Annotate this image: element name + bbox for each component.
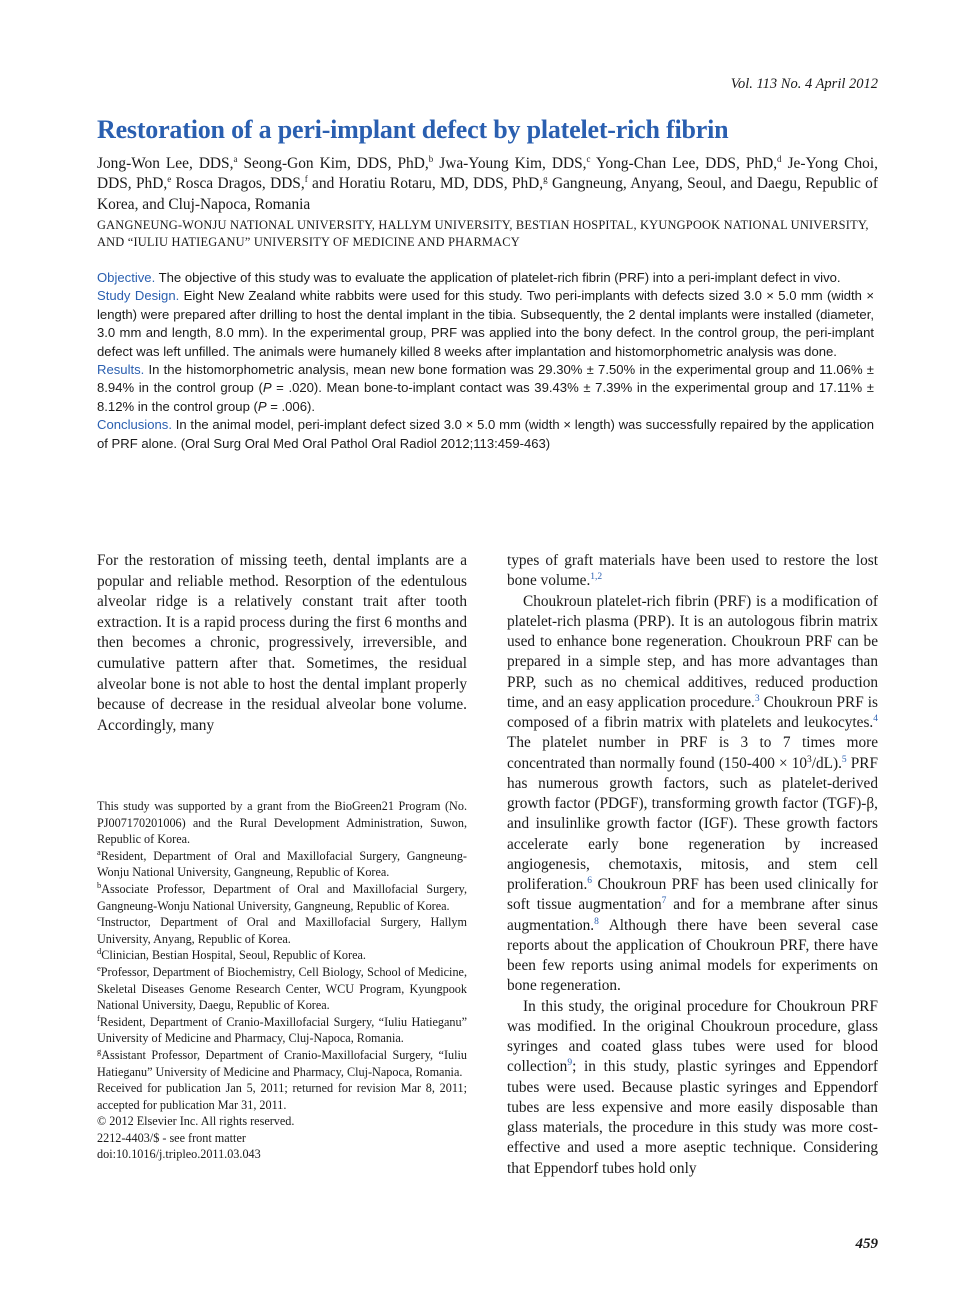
footnote-mark: f [97, 1012, 100, 1023]
body-right-column [507, 551, 878, 1179]
body-text: Choukroun PRF is composed of a fibrin matrix with platelets and leukocytes. [507, 693, 878, 731]
citation-link[interactable]: 9 [567, 1058, 573, 1069]
abstract-heading: Study Design. [97, 288, 180, 304]
body-left-column [97, 551, 467, 736]
publication-history: Received for publication Jan 5, 2011; returned for revision Mar 8, 2011; accepted for publication Mar 31, 2011. [97, 1081, 467, 1112]
citation-link[interactable]: 6 [587, 876, 593, 886]
author-name: Je-Yong Choi, DDS, PhD, [97, 155, 878, 193]
author-affiliation-mark: d [777, 154, 782, 164]
body-text: types of graft materials have been used to restore the lost bone volume. [507, 552, 878, 590]
issn: 2212-4403/$ - see front matter [97, 1130, 246, 1145]
abstract-text: In the animal model, peri-implant defect sized 3.0 × 5.0 mm (width × length) was successfully repaired by the application of PRF alone. (Oral Surg Oral Med Oral Pathol Oral Radiol 2012;113:459-463) [97, 417, 874, 451]
abstract-text: In the histomorphometric analysis, mean new bone formation was 29.30% ± 7.50% in the experimental group and 11.06% ± 8.94% in the control group ( [97, 362, 874, 396]
author-name: Rosca Dragos, DDS, [175, 175, 305, 193]
citation-link[interactable]: 7 [661, 896, 667, 907]
author-name: Seong-Gon Kim, DDS, PhD, [243, 155, 429, 172]
author-affiliation-mark: e [167, 174, 172, 185]
author-name: and Horatiu Rotaru, MD, DDS, PhD, [312, 175, 544, 193]
affiliation-footnote [97, 881, 467, 914]
body-text: PRF has numerous growth factors, such as platelet-derived growth factor (PDGF), transforming growth factor (TGF)-β, and insulinlike growth factor (IGF). These growth factors accelerate early bone regeneration by increased angiogenesis, chemotaxis, mitosis, and stem cell proliferation. [507, 754, 878, 893]
affiliation-footnote [97, 848, 467, 881]
footnote-text: Instructor, Department of Oral and Maxillofacial Surgery, Hallym University, Anyang, Republic of Korea. [97, 915, 467, 946]
footnote-text: Resident, Department of Cranio-Maxillofacial Surgery, “Iuliu Hatieganu” University of Medicine and Pharmacy, Cluj-Napoca, Romania. [97, 1014, 467, 1046]
citation-link[interactable]: 3 [754, 693, 760, 704]
footnote-mark: g [97, 1045, 102, 1056]
footnote-text: Clinician, Bestian Hospital, Seoul, Republic of Korea. [101, 948, 366, 963]
author-affiliation-mark: b [428, 154, 434, 164]
body-text: Choukroun platelet-rich fibrin (PRF) is a modification of platelet-rich plasma (PRP). It is an autologous fibrin matrix used to enhance bone regeneration. Choukroun PRF can be prepared in a simple step, and has more advantages than PRP, such as no chemical additives, reduced production time, and an easy application procedure. [507, 592, 878, 711]
body-paragraph [507, 592, 878, 997]
p-value-symbol: P [257, 398, 267, 414]
abstract [97, 269, 874, 453]
author-affiliation-mark: c [586, 154, 591, 164]
author-list [97, 154, 878, 215]
citation-link[interactable]: 4 [873, 714, 878, 724]
abstract-text: = .020). Mean bone-to-implant contact was 39.43% ± 7.39% in the experimental group and 17.11% ± 8.12% in the control group ( [97, 380, 874, 414]
author-affiliation-mark: a [233, 154, 238, 164]
footnote-mark: d [97, 946, 102, 957]
affiliation-footnote [97, 964, 467, 1014]
citation-link[interactable]: 8 [594, 916, 599, 927]
footnote-text: Professor, Department of Biochemistry, Cell Biology, School of Medicine, Skeletal Diseases Genome Research Center, WCU Program, Kyungpook National University, Daegu, Republic of Korea. [97, 964, 467, 1013]
journal-volume-info: Vol. 113 No. 4 April 2012 [730, 76, 878, 92]
body-text: and for a membrane after sinus augmentation. [507, 896, 878, 934]
citation-link[interactable]: 1,2 [590, 572, 603, 583]
author-affiliation-mark: g [543, 174, 548, 185]
abstract-heading: Objective. [97, 270, 156, 285]
institution-affiliations: GANGNEUNG-WONJU NATIONAL UNIVERSITY, HALLYM UNIVERSITY, BESTIAN HOSPITAL, KYUNGPOOK NATIONAL UNIVERSITY, AND “IULIU HATIEGANU” UNIVERSITY OF MEDICINE AND PHARMACY [97, 218, 869, 249]
author-name: Jong-Won Lee, DDS, [97, 155, 234, 172]
funding-note: This study was supported by a grant from the BioGreen21 Program (No. PJ007170201006) and the Rural Development Administration, Suwon, Republic of Korea. [97, 799, 467, 847]
abstract-heading: Results. [97, 362, 145, 378]
author-name: Yong-Chan Lee, DDS, PhD, [595, 155, 778, 172]
author-locations: Gangneung, Anyang, Seoul, and Daegu, Republic of Korea, and Cluj-Napoca, Romania [97, 175, 878, 213]
citation-link[interactable]: 5 [841, 754, 847, 765]
body-text: /dL). [811, 754, 842, 772]
body-text: Choukroun PRF has been used clinically for soft tissue augmentation [507, 876, 878, 914]
p-value-symbol: P [262, 380, 272, 396]
footnote-mark: a [97, 846, 101, 857]
abstract-results [97, 361, 874, 416]
abstract-text: = .006). [266, 398, 315, 414]
footnote-mark: e [97, 962, 101, 973]
affiliation-footnote [97, 1014, 467, 1047]
body-paragraph [507, 551, 878, 592]
article-title: Restoration of a peri-implant defect by platelet-rich fibrin [97, 115, 729, 144]
body-text: In this study, the original procedure for Choukroun PRF was modified. In the original Choukroun procedure, glass syringes and coated glass tubes were used for blood collection [507, 997, 878, 1076]
footnote-text: Resident, Department of Oral and Maxillofacial Surgery, Gangneung-Wonju National University, Gangneung, Republic of Korea. [97, 848, 467, 880]
footnote-text: Assistant Professor, Department of Cranio-Maxillofacial Surgery, “Iuliu Hatieganu” University of Medicine and Pharmacy, Cluj-Napoca, Romania. [97, 1047, 467, 1079]
footnote-mark: c [97, 913, 101, 924]
author-affiliation-mark: f [304, 174, 308, 185]
affiliation-footnote [97, 947, 467, 964]
body-paragraph: For the restoration of missing teeth, dental implants are a popular and reliable method. Resorption of the edentulous alveolar ridge is a relatively constant trait after tooth extraction. It is a rapid process during the first 6 months and then becomes a chronic, progressively, irreversible, and cumulative pattern after that. Sometimes, the residual alveolar bone is not able to host the dental implant properly because of decrease in the residual alveolar bone volume. Accordingly, many [97, 552, 467, 734]
abstract-text: The objective of this study was to evaluate the application of platelet-rich fibrin (PRF) into a peri-implant defect in vivo. [155, 270, 841, 285]
abstract-conclusions [97, 416, 874, 453]
exponent: 3 [807, 754, 812, 765]
body-text: Although there have been several case reports about the application of Choukroun PRF, there have been few reports using animal models for experiments on bone regeneration. [507, 916, 878, 995]
footnote-mark: b [97, 879, 102, 890]
abstract-heading: Conclusions. [97, 417, 172, 433]
author-name: Jwa-Young Kim, DDS, [439, 155, 587, 172]
page-number: 459 [855, 1236, 878, 1252]
body-text: The platelet number in PRF is 3 to 7 times more concentrated than normally found (150-400 × 10 [507, 734, 878, 772]
footnotes [97, 798, 467, 1163]
abstract-objective [97, 269, 874, 287]
abstract-study-design [97, 287, 874, 361]
affiliation-footnote [97, 914, 467, 947]
abstract-text: Eight New Zealand white rabbits were used for this study. Two peri-implants with defects sized 3.0 × 5.0 mm (width × length) were prepared after drilling to host the dental implant in the tibia. Subsequently, the 2 dental implants were installed (diameter, 3.0 mm and length, 8.0 mm). In the experimental group, PRF was applied into the bony defect. In the control group, the peri-implant defect was left unfilled. The animals were humanely killed 8 weeks after implantation and histomorphometric analysis was done. [97, 288, 874, 359]
body-text: ; in this study, plastic syringes and Eppendorf tubes were used. Because plastic syringes and Eppendorf tubes are less expensive and more easily disposable than glass materials, the procedure in this study was more cost-effective and used a more aseptic technique. Considering that Eppendorf tubes hold only [507, 1058, 878, 1177]
footnote-text: Associate Professor, Department of Oral and Maxillofacial Surgery, Gangneung-Wonju National University, Gangneung, Republic of Korea. [97, 881, 467, 913]
copyright-notice: © 2012 Elsevier Inc. All rights reserved. [97, 1114, 295, 1129]
body-paragraph [507, 997, 878, 1179]
affiliation-footnote [97, 1047, 467, 1080]
doi[interactable]: doi:10.1016/j.tripleo.2011.03.043 [97, 1147, 261, 1162]
